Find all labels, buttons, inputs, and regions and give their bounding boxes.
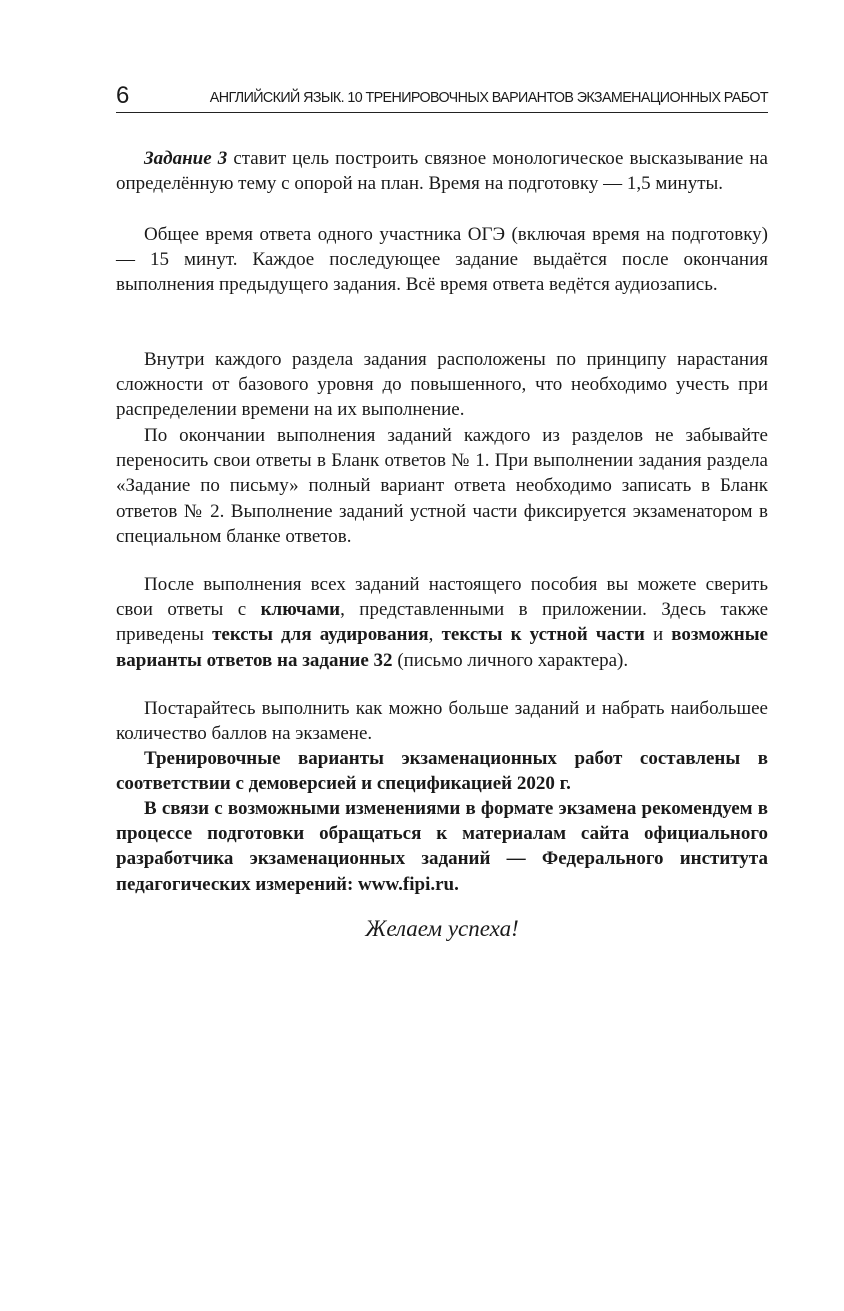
- paragraph-answer-sheets: По окончании выполнения заданий каждого из разделов не забывайте переносить свои ответы в Бланк ответов № 1. При выполнении задания раздела «Задание по письму» полный вариант ответа необходимо записать в Бланк ответов № 2. Выполнение заданий устной части фиксируется экзаменатором в специальном бланке ответов.: [116, 425, 768, 547]
- page-number: 6: [116, 82, 130, 109]
- paragraph-demo-version: Тренировочные варианты экзаменационных работ составлены в соответствии с демоверсией и спецификацией 2020 г.: [116, 748, 768, 795]
- page-header: [116, 82, 768, 113]
- closing-wish: Желаем успеха!: [365, 916, 519, 941]
- paragraph-total-time: Общее время ответа одного участника ОГЭ (включая время на подготовку) — 15 минут. Каждое последующее задание выдаётся после окончания выполнения предыдущего задания. Всё время ответа ведётся аудиозапись.: [116, 224, 768, 296]
- running-title: АНГЛИЙСКИЙ ЯЗЫК. 10 ТРЕНИРОВОЧНЫХ ВАРИАНТОВ ЭКЗАМЕНАЦИОННЫХ РАБОТ: [209, 90, 768, 106]
- task-label: Задание 3: [144, 148, 228, 169]
- paragraph-text: ставит цель построить связное монологическое высказывание на определённую тему с опорой на план. Время на подготовку — 1,5 минуты.: [116, 148, 768, 195]
- paragraph-encouragement: Постарайтесь выполнить как можно больше заданий и набрать наибольшее количество баллов на экзамене.: [116, 698, 768, 745]
- paragraph-text: После выполнения всех заданий настоящего пособия вы можете сверить свои ответы с: [116, 574, 768, 621]
- paragraph-difficulty: Внутри каждого раздела задания расположены по принципу нарастания сложности от базового уровня до повышенного, что необходимо учесть при распределении времени на их выполнение.: [116, 349, 768, 421]
- paragraph-text: , представленными в приложении. Здесь также приведены: [116, 599, 769, 646]
- bold-listening-texts: тексты для аудирования: [212, 624, 429, 646]
- paragraph-text: и: [644, 624, 672, 646]
- bold-oral-texts: тексты к устной части: [441, 624, 645, 646]
- paragraph-text: ,: [428, 624, 442, 646]
- paragraph-appendix: [116, 572, 768, 673]
- paragraph-task-3: [116, 146, 768, 196]
- bold-answer-variants: возможные варианты ответов на задание 32: [116, 624, 768, 671]
- bold-keys: ключами: [260, 599, 341, 621]
- paragraph-text: (письмо личного характера).: [392, 649, 629, 671]
- paragraph-fipi-notice: В связи с возможными изменениями в формате экзамена рекомендуем в процессе подготовки обращаться к материалам сайта официального разработчика экзаменационных заданий — Федерального института педагогических измерений: www.fipi.ru.: [116, 798, 768, 895]
